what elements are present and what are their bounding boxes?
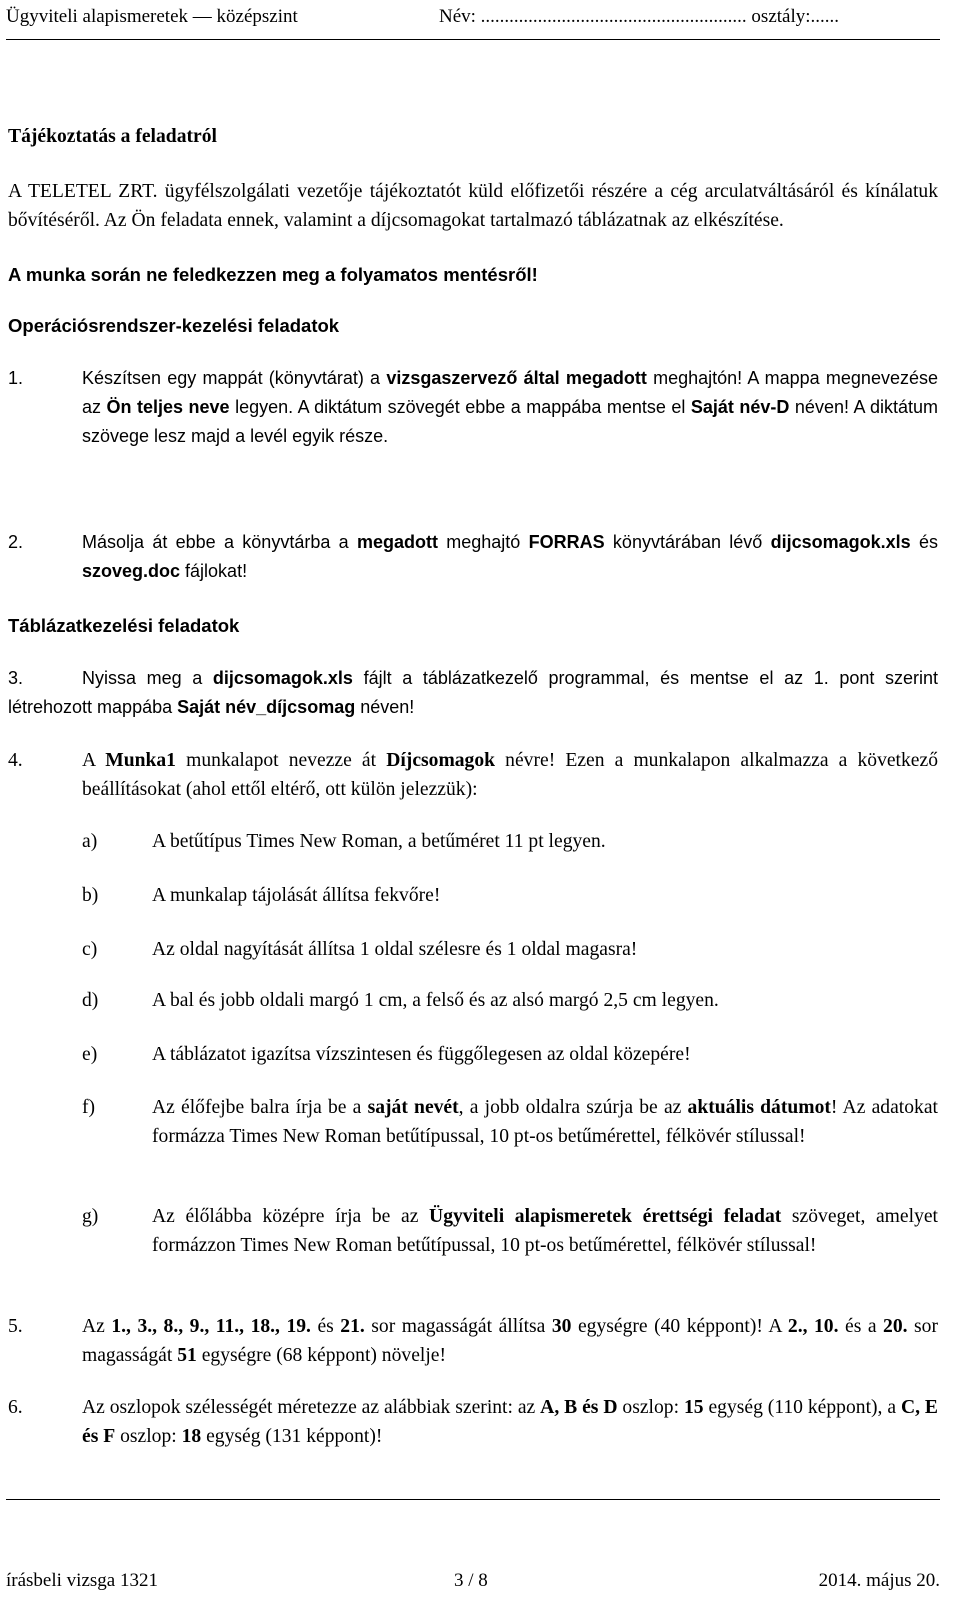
header-name-field: Név: ........................................................ osztály:...... bbox=[439, 6, 840, 27]
subtask-a: a) A betűtípus Times New Roman, a betűméret 11 pt legyen. bbox=[82, 831, 606, 852]
footer-date: 2014. május 20. bbox=[818, 1570, 940, 1591]
os-section-heading: Operációsrendszer-kezelési feladatok bbox=[8, 315, 340, 336]
task-text: A Munka1 munkalapot nevezze át Díjcsomagok névre! Ezen a munkalapon alkalmazza a következő beállításokat (ahol ettől eltérő, ott külön jelezzük): bbox=[82, 750, 938, 800]
subtask-e: e) A táblázatot igazítsa vízszintesen és függőlegesen az oldal közepére! bbox=[82, 1044, 691, 1065]
task-6 bbox=[8, 1393, 938, 1451]
intro-heading: Tájékoztatás a feladatról bbox=[8, 126, 217, 147]
header-rule bbox=[6, 39, 940, 40]
header-subject: Ügyviteli alapismeretek — középszint bbox=[6, 6, 298, 27]
task-text: Nyissa meg a dijcsomagok.xls fájlt a táblázatkezelő programmal, és mentse el az 1. pont szerint létrehozott mappába Saját név_díjcsomag néven! bbox=[8, 668, 938, 717]
task-2 bbox=[8, 528, 938, 586]
footer-page-number: 3 / 8 bbox=[454, 1570, 488, 1591]
footer-exam: írásbeli vizsga 1321 bbox=[6, 1570, 158, 1591]
subtask-b: b) A munkalap tájolását állítsa fekvőre! bbox=[82, 885, 441, 906]
task-5 bbox=[8, 1312, 938, 1370]
task-number: 1. bbox=[8, 368, 24, 388]
task-number: 6. bbox=[8, 1397, 23, 1418]
subtask-f: f) Az élőfejbe balra írja be a saját nevét, a jobb oldalra szúrja be az aktuális dátumot! Az adatokat formázza Times New Roman betűtípussal, 10 pt-os betűmérettel, félkövér stílussal! bbox=[82, 1097, 938, 1147]
table-section-heading: Táblázatkezelési feladatok bbox=[8, 615, 240, 636]
intro-paragraph: A TELETEL ZRT. ügyfélszolgálati vezetője tájékoztatót küld előfizetői részére a cég arculatváltásáról és kínálatuk bővítéséről. Az Ön feladata ennek, valamint a díjcsomagokat tartalmazó táblázatnak az elkészítése. bbox=[8, 181, 938, 231]
task-number: 4. bbox=[8, 750, 23, 771]
task-3 bbox=[8, 664, 938, 722]
task-text: Az oszlopok szélességét méretezze az alábbiak szerint: az A, B és D oszlop: 15 egység (110 képpont), a C, E és F oszlop: 18 egység (131 képpont)! bbox=[82, 1397, 938, 1447]
page-header bbox=[6, 2, 940, 32]
task-number: 5. bbox=[8, 1316, 23, 1337]
subtask-c: c) Az oldal nagyítását állítsa 1 oldal szélesre és 1 oldal magasra! bbox=[82, 939, 638, 960]
subtask-d: d) A bal és jobb oldali margó 1 cm, a felső és az alsó margó 2,5 cm legyen. bbox=[82, 990, 719, 1011]
task-text: Készítsen egy mappát (könyvtárat) a vizsgaszervező által megadott meghajtón! A mappa megnevezése az Ön teljes neve legyen. A diktátum szövegét ebbe a mappába mentse el Saját név-D néven! A diktátum szövege lesz majd a levél egyik része. bbox=[82, 368, 939, 446]
subtask-g: g) Az élőlábba középre írja be az Ügyviteli alapismeretek érettségi feladat szöveget, amelyet formázzon Times New Roman betűtípussal, 10 pt-os betűmérettel, félkövér stílussal! bbox=[82, 1206, 939, 1256]
task-text: Másolja át ebbe a könyvtárba a megadott meghajtó FORRAS könyvtárában lévő dijcsomagok.xls és szoveg.doc fájlokat! bbox=[82, 532, 938, 581]
task-4 bbox=[8, 746, 938, 804]
task-number: 3. bbox=[8, 668, 24, 688]
task-text: Az 1., 3., 8., 9., 11., 18., 19. és 21. sor magasságát állítsa 30 egységre (40 képpont)! A 2., 10. és a 20. sor magasságát 51 egységre (68 képpont) növelje! bbox=[82, 1316, 938, 1366]
task-1 bbox=[8, 364, 938, 451]
footer-rule bbox=[6, 1499, 940, 1500]
save-warning: A munka során ne feledkezzen meg a folyamatos mentésről! bbox=[8, 264, 538, 285]
task-number: 2. bbox=[8, 532, 24, 552]
